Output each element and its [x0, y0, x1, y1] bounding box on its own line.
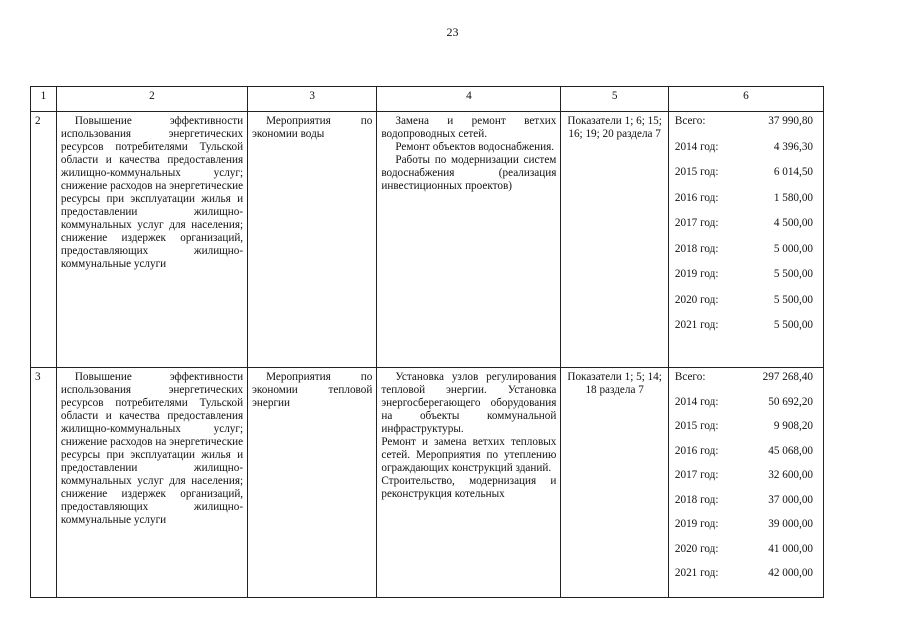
finance-value: 45 068,00 [768, 444, 813, 457]
finance-label: 2019 год: [674, 518, 719, 530]
finance-line [673, 243, 819, 256]
finance-line [673, 445, 819, 458]
finance-value: 6 014,50 [773, 166, 813, 178]
finance-label: 2014 год: [674, 140, 719, 153]
column-header: 2 [56, 87, 247, 112]
goal-cell: Повышение эффективности использования энергетических ресурсов потребителями Тульской области и качества предоставления жилищно-коммунальных услуг; снижение расходов на энергетические ресурсы при эксплуатации жилья и предоставлении жилищно-коммунальных услуг для населения; снижение издержек организаций, предоставляющих жилищно-коммунальные услуги [56, 112, 247, 368]
finance-cell [668, 112, 823, 368]
finance-label: 2021 год: [674, 319, 719, 331]
finance-label: 2021 год: [674, 567, 719, 579]
finance-value: 5 500,00 [773, 268, 813, 280]
works-item: Строительство, модернизация и реконструкция котельных [381, 475, 557, 500]
finance-line [673, 567, 819, 580]
finance-value: 37 990,80 [768, 115, 813, 127]
page-number: 23 [446, 25, 459, 39]
finance-label: 2017 год: [674, 469, 719, 481]
finance-line [673, 371, 819, 384]
finance-value: 5 000,00 [773, 242, 813, 255]
finance-label: 2016 год: [674, 191, 719, 204]
finance-label: 2015 год: [674, 420, 719, 432]
finance-line [673, 294, 819, 307]
finance-line [673, 543, 819, 556]
finance-line [673, 115, 819, 128]
measure-cell: Мероприятия по экономии тепловой энергии [248, 368, 377, 598]
finance-value: 1 580,00 [773, 191, 813, 204]
finance-line [673, 141, 819, 154]
works-item: Ремонт объектов водоснабжения. [395, 141, 555, 153]
finance-label: 2016 год: [674, 444, 719, 457]
finance-line [673, 217, 819, 230]
finance-label: Всего: [674, 371, 706, 383]
works-cell [377, 368, 561, 598]
finance-value: 41 000,00 [768, 542, 813, 555]
finance-value: 4 396,30 [773, 140, 813, 153]
finance-value: 9 908,20 [773, 420, 813, 432]
column-header: 5 [561, 87, 669, 112]
finance-value: 50 692,20 [768, 395, 813, 408]
finance-value: 297 268,40 [762, 371, 813, 383]
table-row [31, 112, 824, 368]
finance-label: 2020 год: [674, 542, 719, 555]
finance-cell [668, 368, 823, 598]
finance-label: 2020 год: [674, 293, 719, 306]
works-item: Ремонт и замена ветхих тепловых сетей. Мероприятия по утеплению ограждающих конструкций зданий. [381, 436, 557, 474]
finance-value: 37 000,00 [768, 493, 813, 506]
finance-label: 2017 год: [674, 217, 719, 229]
finance-value: 39 000,00 [768, 518, 813, 530]
row-number: 2 [31, 112, 57, 368]
finance-line [673, 494, 819, 507]
finance-line [673, 469, 819, 482]
table-row [31, 368, 824, 598]
finance-label: 2019 год: [674, 268, 719, 280]
finance-label: 2015 год: [674, 166, 719, 178]
finance-value: 32 600,00 [768, 469, 813, 481]
works-item: Работы по модернизации систем водоснабжения (реализация инвестиционных проектов) [381, 154, 557, 192]
finance-label: 2014 год: [674, 395, 719, 408]
finance-value: 42 000,00 [768, 567, 813, 579]
finance-line [673, 192, 819, 205]
goal-cell: Повышение эффективности использования энергетических ресурсов потребителями Тульской области и качества предоставления жилищно-коммунальных услуг; снижение расходов на энергетические ресурсы при эксплуатации жилья и предоставлении жилищно-коммунальных услуг для населения; снижение издержек организаций, предоставляющих жилищно-коммунальные услуги [56, 368, 247, 598]
indicators-cell: Показатели 1; 6; 15; 16; 19; 20 раздела 7 [561, 112, 669, 368]
works-item: Установка узлов регулирования тепловой энергии. Установка энергосберегающего оборудования на объекты коммунальной инфраструктуры. [381, 371, 557, 435]
column-header: 6 [668, 87, 823, 112]
finance-line [673, 518, 819, 531]
finance-label: 2018 год: [674, 242, 719, 255]
column-header: 1 [31, 87, 57, 112]
finance-value: 5 500,00 [773, 293, 813, 306]
column-header: 3 [248, 87, 377, 112]
finance-line [673, 268, 819, 281]
row-number: 3 [31, 368, 57, 598]
finance-label: Всего: [674, 115, 706, 127]
column-header: 4 [377, 87, 561, 112]
finance-line [673, 420, 819, 433]
works-item: Замена и ремонт ветхих водопроводных сетей. [381, 115, 557, 140]
finance-value: 4 500,00 [773, 217, 813, 229]
works-cell [377, 112, 561, 368]
table-header-row [31, 87, 824, 112]
measure-cell: Мероприятия по экономии воды [248, 112, 377, 368]
indicators-cell: Показатели 1; 5; 14; 18 раздела 7 [561, 368, 669, 598]
program-table [30, 86, 824, 598]
finance-line [673, 396, 819, 409]
finance-line [673, 319, 819, 332]
finance-line [673, 166, 819, 179]
finance-label: 2018 год: [674, 493, 719, 506]
finance-value: 5 500,00 [773, 319, 813, 331]
